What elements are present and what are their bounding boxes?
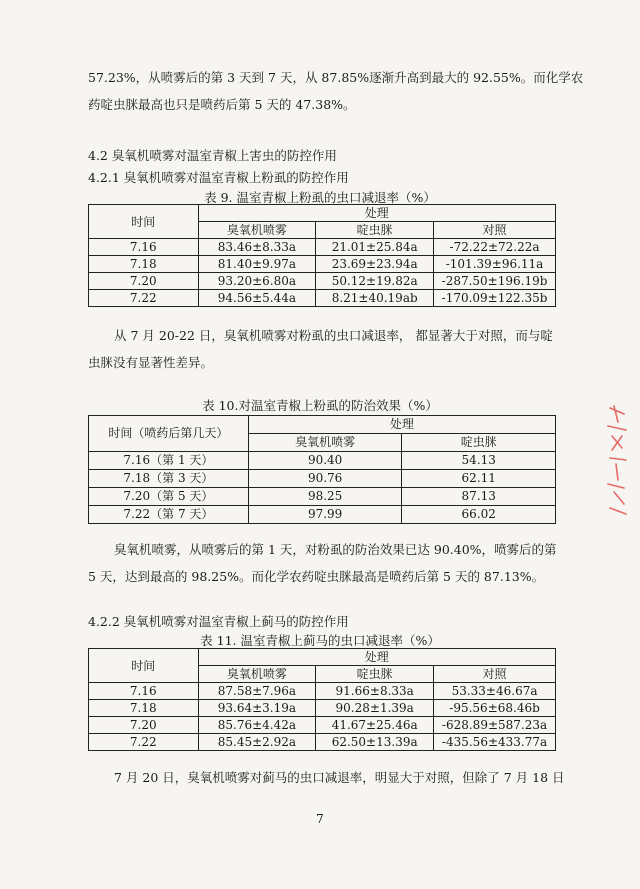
table9-time-header: 时间	[89, 205, 199, 239]
table-cell: -95.56±68.46b	[434, 700, 556, 717]
table-cell: 7.18（第 3 天）	[89, 470, 249, 488]
table-cell: 7.22（第 7 天）	[89, 506, 249, 524]
table-cell: 85.45±2.92a	[198, 734, 316, 751]
table-cell: -628.89±587.23a	[434, 717, 556, 734]
table-cell: 7.18	[89, 256, 199, 273]
seal-stamp-mark	[604, 400, 632, 520]
paragraph-after-table9	[88, 322, 556, 376]
table-row	[89, 273, 556, 290]
table9-group-header: 处理	[198, 205, 556, 222]
table9-col-header: 啶虫脒	[316, 222, 434, 239]
section-heading-4-2: 4.2 臭氧机喷雾对温室青椒上害虫的防控作用	[88, 148, 337, 163]
page-number: 7	[316, 812, 324, 826]
table11-time-header: 时间	[89, 649, 199, 683]
table-cell: 87.58±7.96a	[198, 683, 316, 700]
table-cell: 7.20	[89, 717, 199, 734]
text-line: 57.23%，从喷雾后的第 3 天到 7 天，从 87.85%逐渐升高到最大的 92.55%。而化学农	[88, 70, 584, 85]
table-cell: 85.76±4.42a	[198, 717, 316, 734]
table-cell: 93.20±6.80a	[198, 273, 316, 290]
table-row	[89, 290, 556, 307]
table-cell: 93.64±3.19a	[198, 700, 316, 717]
table-cell: 87.13	[402, 488, 556, 506]
table-cell: 7.18	[89, 700, 199, 717]
table11-col-header: 对照	[434, 666, 556, 683]
table-cell: 7.22	[89, 734, 199, 751]
table-cell: -72.22±72.22a	[434, 239, 556, 256]
table9	[88, 204, 556, 307]
table-row	[89, 717, 556, 734]
table-cell: 7.20	[89, 273, 199, 290]
table-cell: 90.40	[248, 452, 402, 470]
table-row	[89, 256, 556, 273]
table11-col-header: 臭氧机喷雾	[198, 666, 316, 683]
table-row	[89, 734, 556, 751]
table9-caption: 表 9. 温室青椒上粉虱的虫口减退率（%）	[204, 190, 436, 205]
table-cell: 7.22	[89, 290, 199, 307]
table-cell: 7.16	[89, 239, 199, 256]
table-cell: 91.66±8.33a	[316, 683, 434, 700]
text-line: 虫脒没有显著性差异。	[88, 355, 214, 370]
section-heading-4-2-2: 4.2.2 臭氧机喷雾对温室青椒上蓟马的防控作用	[88, 614, 349, 629]
table11	[88, 648, 556, 751]
table-cell: 53.33±46.67a	[434, 683, 556, 700]
table-row	[89, 470, 556, 488]
text-line: 药啶虫脒最高也只是喷药后第 5 天的 47.38%。	[88, 97, 356, 112]
table10-time-header: 时间（喷药后第几天）	[89, 416, 249, 452]
table10-caption: 表 10.对温室青椒上粉虱的防治效果（%）	[202, 398, 438, 413]
table-cell: 23.69±23.94a	[316, 256, 434, 273]
table-cell: 7.16（第 1 天）	[89, 452, 249, 470]
table-cell: 66.02	[402, 506, 556, 524]
text-line: 7 月 20 日，臭氧机喷雾对蓟马的虫口减退率，明显大于对照，但除了 7 月 18 日	[114, 770, 565, 785]
table-row	[89, 506, 556, 524]
section-heading-4-2-1: 4.2.1 臭氧机喷雾对温室青椒上粉虱的防控作用	[88, 170, 349, 185]
table-cell: -170.09±122.35b	[434, 290, 556, 307]
paragraph-after-table10	[88, 536, 556, 590]
table11-group-header: 处理	[198, 649, 556, 666]
table11-caption: 表 11. 温室青椒上蓟马的虫口减退率（%）	[200, 633, 440, 648]
table-cell: 83.46±8.33a	[198, 239, 316, 256]
table9-col-header: 臭氧机喷雾	[198, 222, 316, 239]
table11-col-header: 啶虫脒	[316, 666, 434, 683]
table10-group-header: 处理	[248, 416, 555, 434]
table-cell: 81.40±9.97a	[198, 256, 316, 273]
table-row	[89, 452, 556, 470]
table10-col-header: 啶虫脒	[402, 434, 556, 452]
table-cell: -435.56±433.77a	[434, 734, 556, 751]
table10	[88, 415, 556, 524]
intro-paragraph	[88, 64, 584, 118]
table-cell: 90.76	[248, 470, 402, 488]
text-line: 臭氧机喷雾，从喷雾后的第 1 天，对粉虱的防治效果已达 90.40%，喷雾后的第	[114, 542, 557, 557]
table9-col-header: 对照	[434, 222, 556, 239]
table-cell: 98.25	[248, 488, 402, 506]
table-cell: 21.01±25.84a	[316, 239, 434, 256]
table10-col-header: 臭氧机喷雾	[248, 434, 402, 452]
table-cell: 8.21±40.19ab	[316, 290, 434, 307]
paragraph-final	[88, 764, 565, 791]
table-row	[89, 700, 556, 717]
table-row	[89, 488, 556, 506]
table-cell: 54.13	[402, 452, 556, 470]
table-row	[89, 683, 556, 700]
table-cell: -101.39±96.11a	[434, 256, 556, 273]
table-cell: 7.16	[89, 683, 199, 700]
table-cell: 62.11	[402, 470, 556, 488]
table-cell: 97.99	[248, 506, 402, 524]
text-line: 5 天，达到最高的 98.25%。而化学农药啶虫脒最高是喷药后第 5 天的 87.13%。	[88, 569, 545, 584]
table-cell: 50.12±19.82a	[316, 273, 434, 290]
table-cell: 90.28±1.39a	[316, 700, 434, 717]
table-cell: 62.50±13.39a	[316, 734, 434, 751]
table-cell: 94.56±5.44a	[198, 290, 316, 307]
table-cell: 41.67±25.46a	[316, 717, 434, 734]
text-line: 从 7 月 20-22 日，臭氧机喷雾对粉虱的虫口减退率， 都显著大于对照，而与啶	[114, 328, 553, 343]
table-cell: 7.20（第 5 天）	[89, 488, 249, 506]
table-cell: -287.50±196.19b	[434, 273, 556, 290]
table-row	[89, 239, 556, 256]
